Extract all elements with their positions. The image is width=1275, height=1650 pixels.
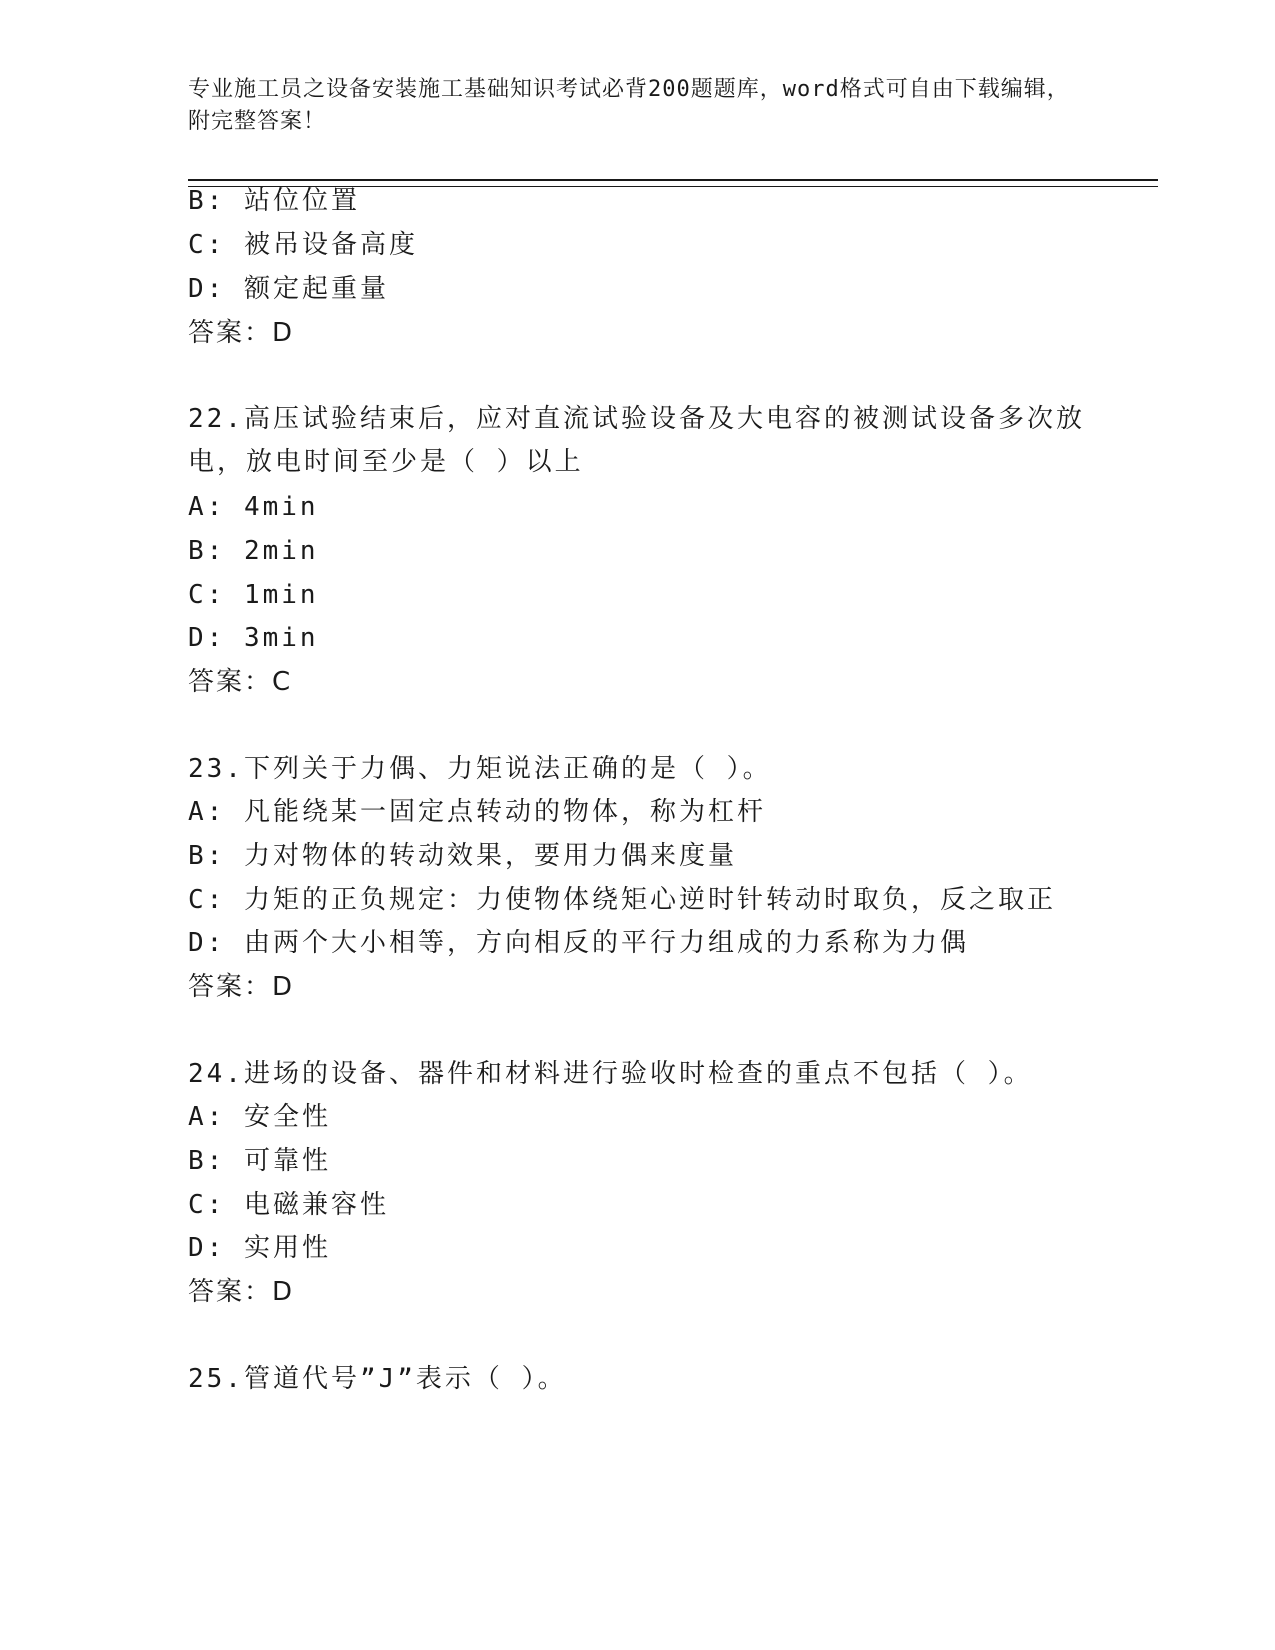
q24-option-b: B: 可靠性 — [188, 1146, 331, 1176]
q24-answer: 答案：D — [188, 1277, 295, 1307]
q23-option-c: C: 力矩的正负规定：力使物体绕矩心逆时针转动时取负，反之取正 — [188, 885, 1056, 915]
q23-option-b: B: 力对物体的转动效果，要用力偶来度量 — [188, 841, 737, 871]
q24-option-c: C: 电磁兼容性 — [188, 1190, 389, 1220]
q24-option-a: A: 安全性 — [188, 1102, 331, 1132]
q22-option-b: B: 2min — [188, 536, 319, 566]
q25-question: 25.管道代号”J”表示（ ）。 — [188, 1364, 567, 1394]
q22-option-c: C: 1min — [188, 580, 319, 610]
q24-question: 24.进场的设备、器件和材料进行验收时检查的重点不包括（ ）。 — [188, 1059, 1033, 1089]
q23-answer: 答案：D — [188, 972, 295, 1002]
q24-option-d: D: 实用性 — [188, 1233, 331, 1263]
document-header: 专业施工员之设备安装施工基础知识考试必背200题题库，word格式可自由下载编辑，附完整答案！ — [188, 77, 1070, 134]
q22-option-d: D: 3min — [188, 623, 319, 653]
q21-option-c: C: 被吊设备高度 — [188, 230, 418, 260]
q21-option-d: D: 额定起重量 — [188, 274, 389, 304]
q23-option-a: A: 凡能绕某一固定点转动的物体，称为杠杆 — [188, 797, 766, 827]
q22-option-a: A: 4min — [188, 492, 319, 522]
q21-option-b: B: 站位位置 — [188, 186, 360, 216]
q21-answer: 答案：D — [188, 318, 295, 348]
q23-option-d: D: 由两个大小相等，方向相反的平行力组成的力系称为力偶 — [188, 928, 969, 958]
q22-answer: 答案：C — [188, 667, 293, 697]
q22-question: 22.高压试验结束后，应对直流试验设备及大电容的被测试设备多次放电，放电时间至少是（ ）以上 — [188, 404, 1085, 477]
q23-question: 23.下列关于力偶、力矩说法正确的是（ ）。 — [188, 754, 772, 784]
